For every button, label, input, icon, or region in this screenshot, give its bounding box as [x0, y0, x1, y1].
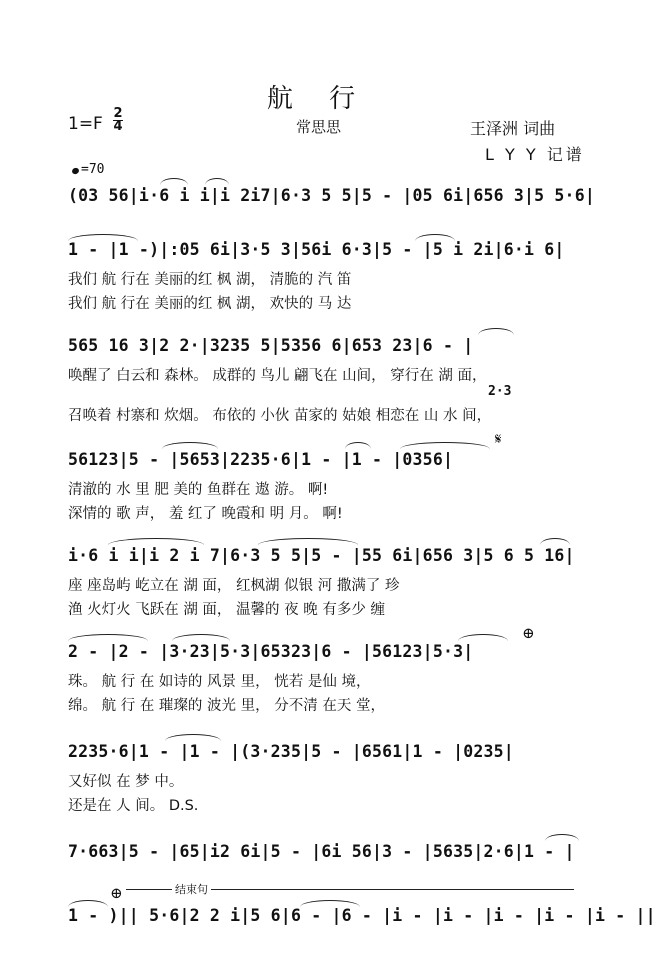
slur	[205, 178, 229, 185]
notation-line-9: 1 - )|| 5·6|2 2 i|5 6|6 - |6 - |i - |i - |i - |i - |i - ||	[68, 906, 656, 925]
lyrics-line-7-verse-2: 还是在 人 间。 D.S.	[68, 798, 199, 814]
slur	[540, 538, 570, 545]
slur	[68, 634, 148, 641]
notation-line-8: 7·663|5 - |65|i2 6i|5 - |6i 56|3 - |5635|2·6|1 - |	[68, 842, 575, 861]
notation-line-5: i·6 i i|i 2 i 7|6·3 5 5|5 - |55 6i|656 3|5 6 5 16|	[68, 546, 575, 565]
singer-name: 常思思	[296, 118, 342, 136]
song-title: 航 行	[266, 84, 370, 114]
lyrics-line-7-verse-1: 又好似 在 梦 中。	[68, 774, 184, 790]
slur	[162, 442, 218, 449]
slur	[160, 178, 188, 185]
lyrics-line-3-verse-2: 召唤着 村寨和 炊烟。 布依的 小伙 苗家的 姑娘 相恋在 山 水 间，	[68, 408, 492, 424]
notation-line-7: 2235·6|1 - |1 - |(3·235|5 - |6561|1 - |0235|	[68, 742, 514, 761]
notation-line-3: 565 16 3|2 2·|3235 5|5356 6|653 23|6 - |	[68, 336, 474, 355]
slur	[545, 834, 579, 841]
quarter-note-icon	[71, 167, 80, 175]
lyrics-line-4-verse-1: 清澈的 水 里 肥 美的 鱼群在 遨 游。 啊!	[68, 482, 329, 498]
coda-icon: ⊕	[522, 624, 535, 642]
lyrics-line-5-verse-2: 渔 火灯火 飞跃在 湖 面， 温馨的 夜 晚 有多少 缠	[68, 602, 385, 618]
notation-line-4: 56123|5 - |5653|2235·6|1 - |1 - |0356|	[68, 450, 454, 469]
lyrics-line-6-verse-2: 绵。 航 行 在 璀璨的 波光 里， 分不清 在天 堂，	[68, 698, 385, 714]
composer-credit: 王泽洲 词曲	[470, 119, 556, 138]
notation-line-2: 1 - |1 -)|:05 6i|3·5 3|56i 6·3|5 - |5 i 2i|6·i 6|	[68, 240, 565, 259]
slur	[478, 328, 514, 335]
slur	[165, 734, 221, 741]
segno-icon: 𝄋	[495, 430, 502, 448]
key-signature: 1=F	[68, 114, 103, 134]
tempo-value: =70	[81, 162, 105, 177]
slur	[258, 538, 358, 545]
lyrics-line-5-verse-1: 座 座岛屿 屹立在 湖 面， 红枫湖 似银 河 撒满了 珍	[68, 578, 400, 594]
time-signature	[113, 108, 123, 133]
time-signature-top: 2	[113, 106, 123, 121]
lyrics-line-3-verse-1: 唤醒了 白云和 森林。 成群的 鸟儿 翩飞在 山间， 穿行在 湖 面，	[68, 368, 487, 384]
ornament-marking: 2·3	[488, 384, 512, 399]
lyrics-line-4-verse-2: 深情的 歌 声， 羞 红了 晚霞和 明 月。 啊!	[68, 506, 343, 522]
lyrics-line-6-verse-1: 珠。 航 行 在 如诗的 风景 里， 恍若 是仙 境，	[68, 674, 371, 690]
ending-label: 结束句	[172, 881, 211, 897]
lyrics-line-2-verse-2: 我们 航 行在 美丽的红 枫 湖， 欢快的 马 达	[68, 296, 352, 312]
tempo-marking	[72, 162, 104, 177]
notator-credit: L Y Y 记谱	[485, 145, 585, 164]
coda-icon: ⊕	[110, 884, 123, 902]
slur	[458, 634, 508, 641]
lyrics-line-2-verse-1: 我们 航 行在 美丽的红 枫 湖， 清脆的 汽 笛	[68, 272, 352, 288]
slur	[345, 442, 371, 449]
slur	[172, 634, 230, 641]
time-signature-bottom: 4	[113, 119, 123, 134]
slur	[108, 538, 204, 545]
notation-line-1: (03 56|i·6 i i|i 2i7|6·3 5 5|5 - |05 6i|656 3|5 5·6|	[68, 186, 595, 205]
notation-line-6: 2 - |2 - |3·23|5·3|65323|6 - |56123|5·3|	[68, 642, 474, 661]
slur	[400, 442, 490, 449]
